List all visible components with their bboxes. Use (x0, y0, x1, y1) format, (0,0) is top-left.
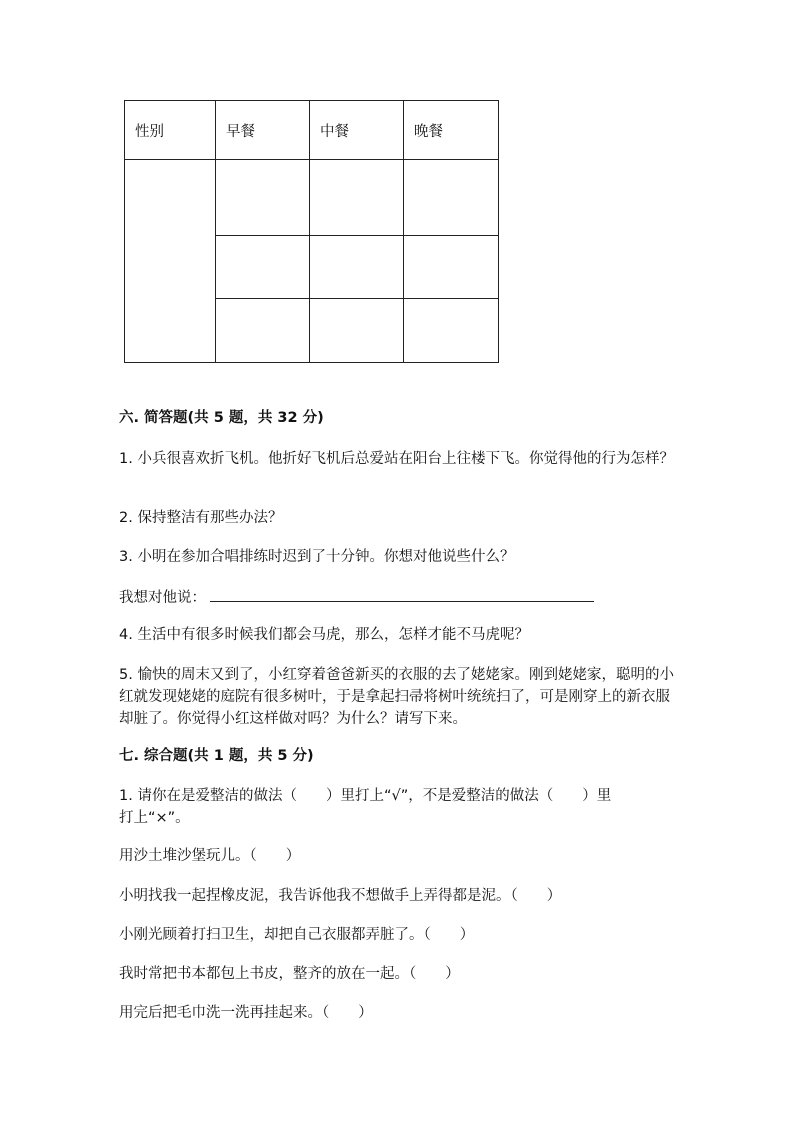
list-item: 我时常把书本都包上书皮，整齐的放在一起。（ ） (119, 966, 460, 982)
gender-cell[interactable] (125, 160, 216, 363)
lunch-cell[interactable] (310, 160, 404, 236)
lunch-cell[interactable] (310, 299, 404, 363)
answer-row (119, 586, 594, 609)
dinner-cell[interactable] (404, 160, 499, 236)
question-7-1-intro: 1. 请你在是爱整洁的做法（ ）里打上“√”，不是爱整洁的做法（ ）里打上“×”。 (119, 788, 612, 826)
dinner-cell[interactable] (404, 299, 499, 363)
question-6-3: 3. 小明在参加合唱排练时迟到了十分钟。你想对他说些什么？ (119, 549, 515, 565)
answer-blank-line[interactable] (210, 586, 594, 602)
list-item: 小刚光顾着打扫卫生，却把自己衣服都弄脏了。（ ） (119, 927, 475, 943)
list-item: 用完后把毛巾洗一洗再挂起来。（ ） (119, 1005, 373, 1021)
dinner-cell[interactable] (404, 236, 499, 299)
list-item: 小明找我一起捏橡皮泥，我告诉他我不想做手上弄得都是泥。（ ） (119, 888, 562, 904)
lunch-cell[interactable] (310, 236, 404, 299)
meal-table (124, 100, 499, 363)
table-row (125, 160, 499, 236)
question-6-2: 2. 保持整洁有那些办法？ (119, 510, 283, 526)
header-lunch: 中餐 (310, 101, 404, 160)
section-6-title: 六. 简答题(共 5 题，共 32 分) (119, 410, 324, 426)
header-gender: 性别 (125, 101, 216, 160)
question-6-1: 1. 小兵很喜欢折飞机。他折好飞机后总爱站在阳台上往楼下飞。你觉得他的行为怎样？ (119, 451, 674, 467)
header-dinner: 晚餐 (404, 101, 499, 160)
table-header-row (125, 101, 499, 160)
breakfast-cell[interactable] (216, 236, 310, 299)
breakfast-cell[interactable] (216, 299, 310, 363)
answer-label: 我想对他说： (119, 590, 206, 606)
breakfast-cell[interactable] (216, 160, 310, 236)
list-item: 用沙土堆沙堡玩儿。（ ） (119, 848, 301, 864)
header-breakfast: 早餐 (216, 101, 310, 160)
question-6-4: 4. 生活中有很多时候我们都会马虎，那么，怎样才能不马虎呢？ (119, 627, 529, 643)
section-7-title: 七. 综合题(共 1 题，共 5 分) (119, 748, 314, 764)
question-6-5: 5. 愉快的周末又到了，小红穿着爸爸新买的衣服的去了姥姥家。刚到姥姥家，聪明的小红就发现姥姥的庭院有很多树叶，于是拿起扫帚将树叶统统扫了，可是刚穿上的新衣服却脏了。你觉得小红这样做对吗？为什么？请写下来。 (119, 667, 674, 727)
